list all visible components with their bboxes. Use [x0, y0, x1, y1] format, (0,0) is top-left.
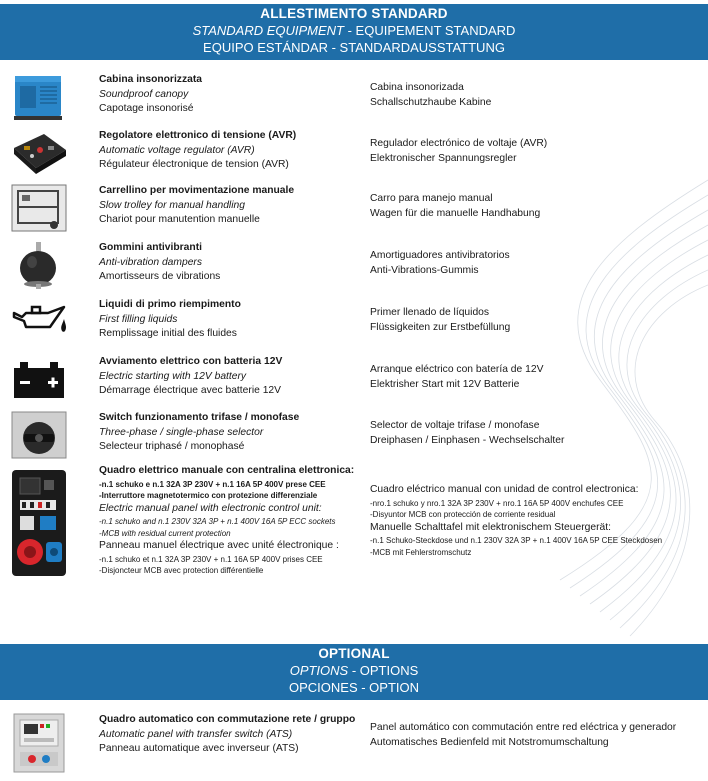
phase-selector-icon [10, 410, 68, 460]
list-item [0, 240, 708, 292]
ats-french: Panneau automatique avec inverseur (ATS) [99, 743, 299, 754]
panel-es-line2: -Disyuntor MCB con protección de corriente residual [370, 510, 556, 519]
ats-panel-icon [10, 712, 68, 774]
item-german: Flüssigkeiten zur Erstbefüllung [370, 321, 511, 333]
item-german: Elektrisher Start mit 12V Batterie [370, 378, 520, 390]
manual-panel-icon [10, 468, 68, 578]
item-english: Anti-vibration dampers [99, 256, 203, 268]
item-english: First filling liquids [99, 313, 178, 325]
item-german: Wagen für die manuelle Handhabung [370, 207, 541, 219]
panel-title-fr: Panneau manuel électrique avec unité électronique : [99, 540, 339, 551]
panel-title-de: Manuelle Schalttafel mit elektronischem Steuergerät: [370, 521, 611, 533]
panel-it-line1: -n.1 schuko e n.1 32A 3P 230V + n.1 16A 5P 400V prese CEE [99, 479, 326, 489]
item-english: Automatic voltage regulator (AVR) [99, 144, 255, 156]
banner-line3: EQUIPO ESTÁNDAR - STANDARDAUSSTATTUNG [203, 40, 505, 55]
trolley-icon [10, 183, 68, 233]
ats-german: Automatisches Bedienfeld mit Notstromumschaltung [370, 736, 609, 748]
item-german: Dreiphasen / Einphasen - Wechselschalter [370, 434, 565, 446]
item-english: Three-phase / single-phase selector [99, 426, 264, 438]
item-french: Selecteur triphasé / monophasé [99, 441, 245, 452]
item-title: Switch funzionamento trifase / monofase [99, 412, 300, 423]
item-french: Capotage insonorisé [99, 103, 194, 114]
banner-title: ALLESTIMENTO STANDARD [260, 6, 448, 21]
panel-de-line1: -n.1 Schuko-Steckdose und n.1 230V 32A 3P + n.1 400V 16A 5P CEE Steckdosen [370, 536, 663, 545]
avr-regulator-icon [10, 128, 68, 178]
soundproof-canopy-icon [10, 72, 68, 122]
item-spanish: Amortiguadores antivibratorios [370, 250, 510, 261]
item-title: Cabina insonorizzata [99, 74, 202, 85]
list-item [0, 354, 708, 406]
list-item [0, 410, 708, 462]
oil-can-icon [10, 297, 68, 347]
item-spanish: Selector de voltaje trifase / monofase [370, 420, 540, 431]
item-german: Schallschutzhaube Kabine [370, 96, 492, 108]
panel-title-es: Cuadro eléctrico manual con unidad de control electronica: [370, 484, 639, 495]
panel-en-line2: -MCB with residual current protection [99, 528, 231, 538]
item-title: Carrellino per movimentazione manuale [99, 185, 295, 196]
ats-english: Automatic panel with transfer switch (ATS) [99, 728, 293, 740]
item-english: Soundproof canopy [99, 88, 189, 100]
item-title: Regolatore elettronico di tensione (AVR) [99, 130, 297, 141]
list-item [0, 72, 708, 124]
item-english: Slow trolley for manual handling [99, 199, 245, 211]
item-spanish: Primer llenado de líquidos [370, 307, 490, 318]
panel-de-line2: -MCB mit Fehlerstromschutz [370, 547, 472, 557]
battery-icon [10, 354, 68, 404]
item-french: Régulateur électronique de tension (AVR) [99, 159, 289, 170]
banner-subtitle: STANDARD EQUIPMENT - EQUIPEMENT STANDARD [192, 23, 516, 38]
optional-subtitle: OPTIONS - OPTIONS [289, 663, 419, 678]
item-spanish: Arranque eléctrico con batería de 12V [370, 364, 544, 375]
item-english: Electric starting with 12V battery [99, 370, 247, 382]
item-title: Gommini antivibranti [99, 242, 202, 253]
list-item-ats [0, 710, 708, 776]
ats-spanish: Panel automático con commutación entre red eléctrica y generador [370, 722, 677, 733]
item-spanish: Regulador electrónico de voltaje (AVR) [370, 138, 548, 149]
item-spanish: Cabina insonorizada [370, 82, 464, 93]
item-title: Avviamento elettrico con batteria 12V [99, 356, 283, 367]
item-french: Amortisseurs de vibrations [99, 271, 221, 282]
item-french: Chariot pour manutention manuelle [99, 214, 260, 225]
item-german: Elektronischer Spannungsregler [370, 152, 517, 164]
list-item [0, 183, 708, 235]
standard-equipment-banner [0, 4, 708, 60]
list-item-manual-panel [0, 464, 708, 589]
optional-banner [0, 644, 708, 700]
item-french: Remplissage initial des fluides [99, 328, 237, 339]
panel-en-line1: -n.1 schuko and n.1 230V 32A 3P + n.1 400V 16A 5P ECC sockets [99, 517, 336, 526]
item-german: Anti-Vibrations-Gummis [370, 264, 479, 276]
optional-line3: OPCIONES - OPTION [288, 680, 419, 695]
panel-it-line2: -Interruttore magnetotermico con protezione differenziale [99, 491, 318, 500]
panel-es-line1: -nro.1 schuko y nro.1 32A 3P 230V + nro.1 16A 5P 400V enchufes CEE [370, 498, 624, 508]
panel-fr-line2: -Disjoncteur MCB avec protection différentielle [99, 566, 264, 575]
list-item [0, 297, 708, 349]
item-spanish: Carro para manejo manual [370, 193, 493, 204]
damper-icon [10, 240, 68, 290]
item-title: Liquidi di primo riempimento [99, 299, 241, 310]
panel-title-it: Quadro elettrico manuale con centralina elettronica: [99, 465, 355, 476]
list-item [0, 128, 708, 180]
panel-fr-line1: -n.1 schuko et n.1 32A 3P 230V + n.1 16A 5P 400V prises CEE [99, 554, 323, 564]
ats-title-it: Quadro automatico con commutazione rete / gruppo [99, 714, 356, 725]
optional-title: OPTIONAL [318, 646, 390, 661]
item-french: Démarrage électrique avec batterie 12V [99, 385, 282, 396]
panel-title-en: Electric manual panel with electronic control unit: [99, 502, 322, 514]
